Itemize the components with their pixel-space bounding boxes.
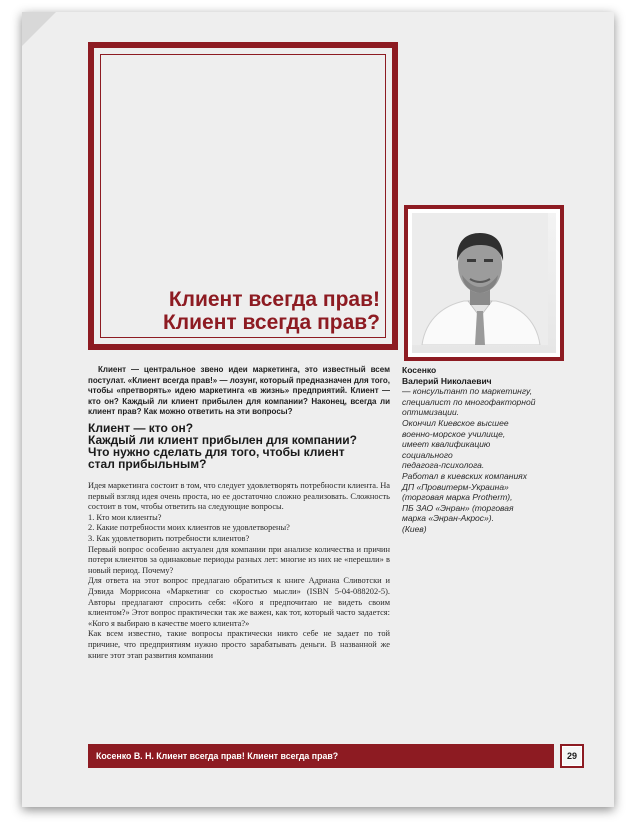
author-bio-line: марка «Энран-Акрос»). [402,513,494,524]
author-photo-frame [404,205,564,361]
title-frame [88,42,398,350]
footer-running-title: Косенко В. Н. Клиент всегда прав! Клиент всегда прав? [88,744,554,768]
magazine-page [22,12,614,807]
author-bio-line: ПБ ЗАО «Энран» (торговая [402,502,514,513]
author-bio-line: ДП «Провитерм-Украина» [402,481,509,492]
author-sidebar [402,365,592,535]
subheading-line-1: Клиент — кто он? [88,421,194,435]
author-bio-line: Окончил Киевское высшее [402,417,509,428]
body-paragraph: Первый вопрос особенно актуален для компании при анализе количества и причин потери клиентов за одинаковые периоды разных лет: многие из них не «перешли» в новый период. Почему? [88,544,390,575]
body-list-item: 1. Кто мои клиенты? [88,512,162,522]
author-name: Валерий Николаевич [402,375,492,386]
author-bio-line: (Киев) [402,523,427,534]
author-bio-line: Работал в киевских компаниях [402,470,527,481]
article-lead: Клиент — центральное звено идеи маркетинга, это известный всем постулат. «Клиент всегда прав!» — лозунг, который предназначен для того, чтобы «претворять» идею маркетинга «в жизнь» предприятий. Клиент — кто он? Каждый ли клиент прибылен для компании? Наконец, всегда ли клиент прав? Как можно ответить на эти вопросы? [88,365,390,417]
article-subheading [88,422,398,470]
author-surname: Косенко [402,365,437,375]
author-bio-line: оптимизации. [402,407,460,418]
body-paragraph: Как всем известно, такие вопросы практически никто себе не задает по той причине, что предприятиям нужно просто зарабатывать деньги. В названной же книге этот этап развития компании [88,629,390,660]
body-list-item: 3. Как удовлетворить потребности клиентов? [88,533,250,543]
subheading-line-2: Каждый ли клиент прибылен для компании? [88,433,357,447]
author-bio-line: (торговая марка Protherm), [402,492,513,503]
author-bio-line: — консультант по маркетингу, [402,386,533,397]
author-portrait-image [412,213,548,345]
subheading-line-3: Что нужно сделать для того, чтобы клиент [88,445,345,459]
article-title [163,288,380,334]
body-paragraph: Идея маркетинга состоит в том, что следует удовлетворять потребности клиента. На первый взгляд идея очень проста, но ее достаточно сложно реализовать. Сложность состоит в том, чтобы ответить на следующие вопросы. [88,481,390,512]
author-photo [412,213,556,353]
article-body [88,481,390,661]
author-bio-line: военно-морское училище, [402,428,506,439]
page-corner-fold [22,12,56,46]
page-number: 29 [562,746,582,766]
article-title-line-2: Клиент всегда прав? [162,311,380,334]
author-bio-line: специалист по многофакторной [402,396,536,407]
subheading-line-4: стал прибыльным? [88,457,207,471]
author-bio [402,386,592,534]
author-bio-line: педагога-психолога. [402,460,485,471]
page-number-box [560,744,584,768]
article-title-line-1: Клиент всегда прав! [168,288,380,311]
body-paragraph: Для ответа на этот вопрос предлагаю обратиться к книге Адриана Сливотски и Дэвида Моррисона «Маркетинг со скоростью мысли» (ISBN 5-04-088202-5). Авторы предлагают спросить себя: «Кого я предпочитаю не видеть своим клиентом?» Этот вопрос практически так же важен, как тот, который часто задается: «Кого я выбираю в качестве моего клиента?» [88,576,390,628]
body-list-item: 2. Какие потребности моих клиентов не удовлетворены? [88,523,290,533]
author-bio-line: имеет квалификацию [402,439,491,450]
author-bio-line: социального [402,449,453,460]
